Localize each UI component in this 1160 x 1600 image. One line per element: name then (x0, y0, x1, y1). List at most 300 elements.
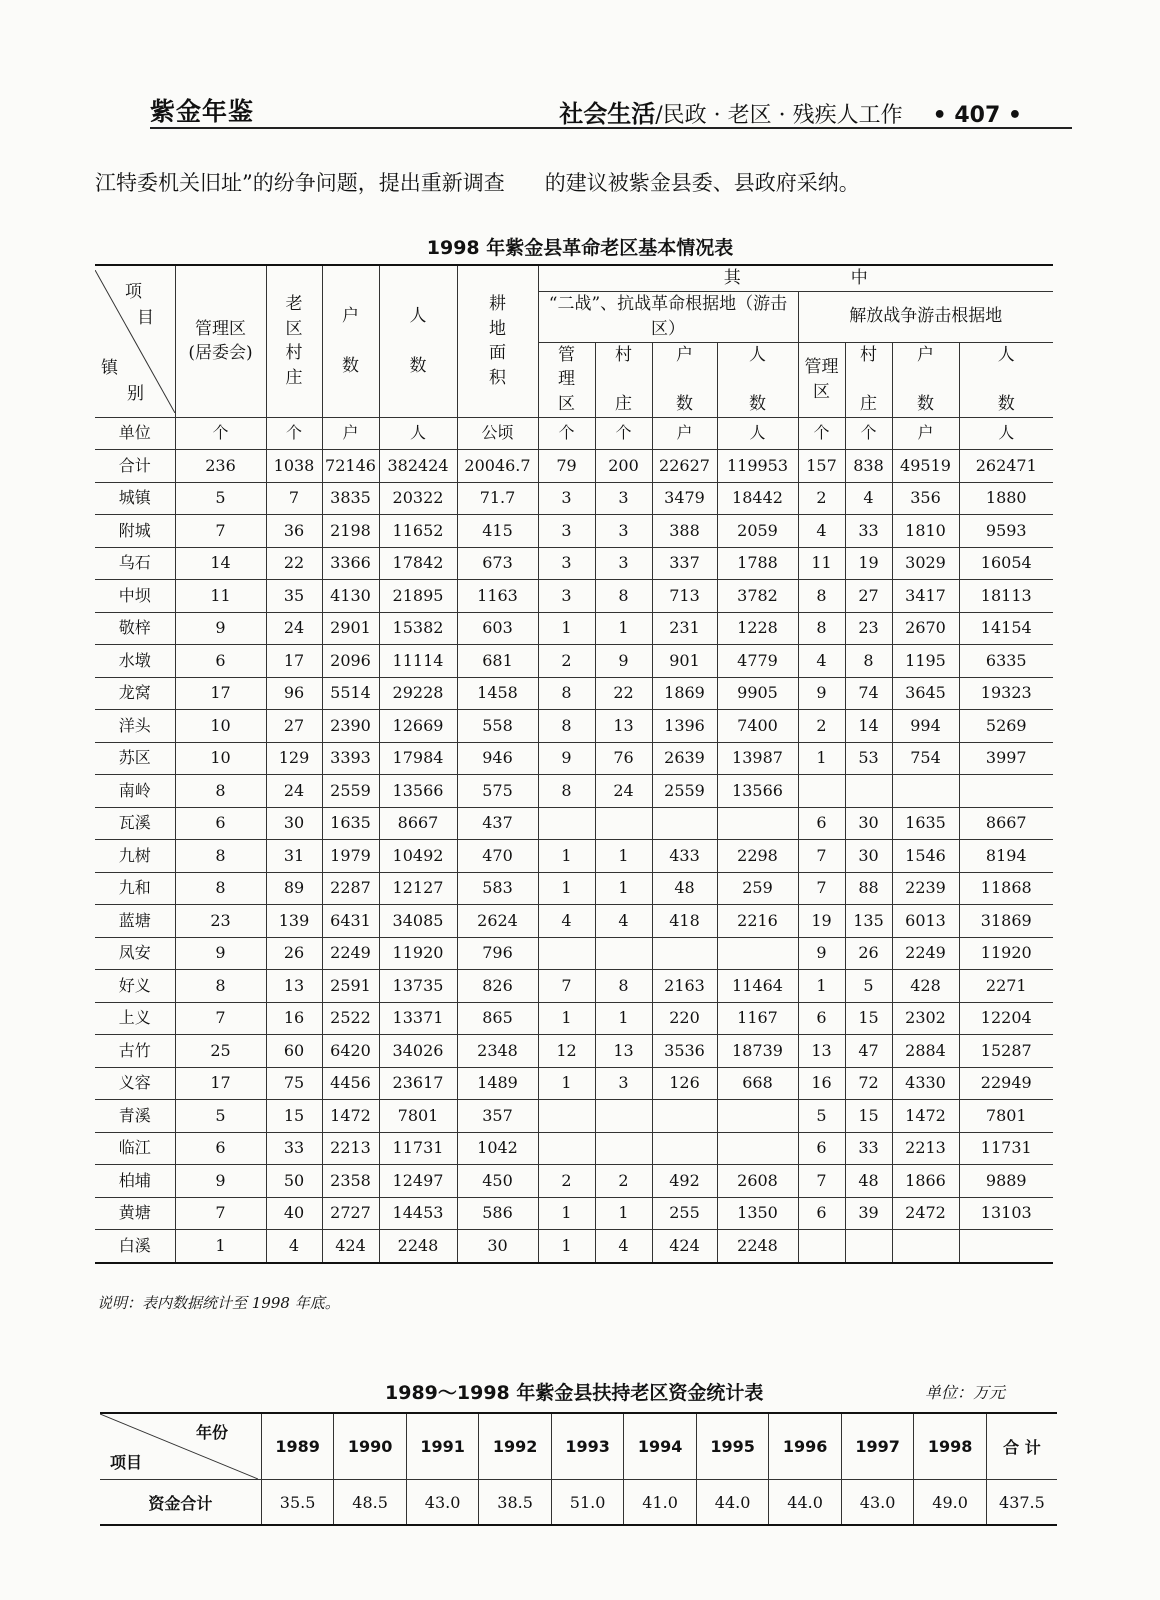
table-cell: 11731 (379, 1132, 457, 1165)
table-cell: 9 (798, 937, 845, 970)
table-cell: 47 (845, 1035, 892, 1068)
table-cell: 9 (798, 677, 845, 710)
table-cell: 75 (266, 1067, 322, 1100)
table-cell: 2248 (379, 1230, 457, 1263)
table-cell: 24 (595, 775, 652, 808)
town-name: 苏区 (95, 742, 175, 775)
table-cell: 8 (538, 710, 595, 743)
table-cell: 1788 (717, 547, 798, 580)
table-cell: 231 (652, 612, 717, 645)
table-cell: 200 (595, 450, 652, 483)
table-cell: 2901 (322, 612, 379, 645)
table-cell: 人 (959, 417, 1053, 450)
table-row (95, 645, 1053, 678)
table-cell: 1195 (892, 645, 959, 678)
table-cell: 583 (457, 872, 538, 905)
table-cell: 6335 (959, 645, 1053, 678)
table-cell: 19 (845, 547, 892, 580)
section-name: 社会生活 (559, 100, 656, 128)
table-cell: 2213 (892, 1132, 959, 1165)
table-cell: 22 (266, 547, 322, 580)
table-cell: 2390 (322, 710, 379, 743)
table-cell: 1396 (652, 710, 717, 743)
table-cell: 个 (175, 417, 266, 450)
table-cell: 3393 (322, 742, 379, 775)
table-cell: 3 (538, 547, 595, 580)
town-name: 附城 (95, 515, 175, 548)
table-cell (595, 1100, 652, 1133)
table-cell: 6420 (322, 1035, 379, 1068)
table-cell: 74 (845, 677, 892, 710)
town-name: 柏埔 (95, 1165, 175, 1198)
g2-col-mgmt: 管理区 (798, 342, 845, 417)
table-cell: 13 (595, 1035, 652, 1068)
table-cell: 3366 (322, 547, 379, 580)
page-number: • 407 • (932, 103, 1022, 128)
table-cell: 25 (175, 1035, 266, 1068)
table-cell: 2302 (892, 1002, 959, 1035)
table-cell: 2559 (322, 775, 379, 808)
table-cell: 2 (798, 482, 845, 515)
table-cell: 1 (538, 1230, 595, 1263)
table-row (95, 937, 1053, 970)
town-name: 中坝 (95, 580, 175, 613)
table-cell: 76 (595, 742, 652, 775)
table-row (95, 710, 1053, 743)
town-name: 敬梓 (95, 612, 175, 645)
table-cell: 13 (595, 710, 652, 743)
table-cell: 4 (798, 515, 845, 548)
town-name: 白溪 (95, 1230, 175, 1263)
table-cell: 8 (175, 775, 266, 808)
table-cell: 5 (845, 970, 892, 1003)
table-row (95, 1035, 1053, 1068)
table-cell: 72 (845, 1067, 892, 1100)
table-cell: 12 (538, 1035, 595, 1068)
table-cell: 13987 (717, 742, 798, 775)
table-cell: 4130 (322, 580, 379, 613)
town-name: 青溪 (95, 1100, 175, 1133)
table-cell: 72146 (322, 450, 379, 483)
table-cell: 人 (379, 417, 457, 450)
table-cell: 754 (892, 742, 959, 775)
table-cell: 2670 (892, 612, 959, 645)
table-cell: 126 (652, 1067, 717, 1100)
table-cell (538, 1100, 595, 1133)
table-cell: 11 (175, 580, 266, 613)
table-cell: 1 (798, 742, 845, 775)
year-header: 1990 (334, 1413, 407, 1480)
table-cell: 2213 (322, 1132, 379, 1165)
table-cell: 24 (266, 775, 322, 808)
table-cell: 337 (652, 547, 717, 580)
table-cell: 8194 (959, 840, 1053, 873)
table-row (95, 612, 1053, 645)
table-cell: 14 (845, 710, 892, 743)
table-cell: 901 (652, 645, 717, 678)
table-cell: 470 (457, 840, 538, 873)
table-cell: 10 (175, 710, 266, 743)
table-cell: 10492 (379, 840, 457, 873)
table-cell: 558 (457, 710, 538, 743)
table-cell: 10 (175, 742, 266, 775)
town-name: 洋头 (95, 710, 175, 743)
table-cell: 1 (595, 840, 652, 873)
table-cell: 户 (322, 417, 379, 450)
table-cell: 1 (595, 872, 652, 905)
table-cell: 1810 (892, 515, 959, 548)
table-cell: 户 (892, 417, 959, 450)
table-cell: 2059 (717, 515, 798, 548)
table-cell: 2591 (322, 970, 379, 1003)
year-header: 1998 (914, 1413, 987, 1480)
table-cell: 1472 (892, 1100, 959, 1133)
table-row (95, 905, 1053, 938)
table-cell: 2249 (892, 937, 959, 970)
table-row (95, 547, 1053, 580)
table-cell: 119953 (717, 450, 798, 483)
year-header: 1993 (551, 1413, 624, 1480)
funding-value: 38.5 (479, 1480, 552, 1526)
table-cell: 48 (652, 872, 717, 905)
table-cell: 15287 (959, 1035, 1053, 1068)
table-cell: 2358 (322, 1165, 379, 1198)
col-header-farmland: 耕 地 面 积 (457, 265, 538, 417)
table-cell: 22949 (959, 1067, 1053, 1100)
table-cell: 22627 (652, 450, 717, 483)
table-row (95, 970, 1053, 1003)
town-name: 城镇 (95, 482, 175, 515)
table-cell: 27 (845, 580, 892, 613)
table-row (95, 580, 1053, 613)
town-name: 九树 (95, 840, 175, 873)
table2-diagonal-header: 年份 项目 (100, 1413, 261, 1480)
table-cell: 4 (595, 1230, 652, 1263)
header-rule (150, 127, 1072, 129)
table-cell: 7 (798, 1165, 845, 1198)
table-cell: 18739 (717, 1035, 798, 1068)
table-cell: 12669 (379, 710, 457, 743)
table-cell: 人 (717, 417, 798, 450)
funding-value: 51.0 (551, 1480, 624, 1526)
table-cell: 17 (266, 645, 322, 678)
table-cell: 30 (457, 1230, 538, 1263)
table-cell: 14154 (959, 612, 1053, 645)
table-cell: 1350 (717, 1197, 798, 1230)
table-cell: 9905 (717, 677, 798, 710)
table-cell: 3 (595, 547, 652, 580)
town-name: 龙窝 (95, 677, 175, 710)
table-cell: 2 (538, 1165, 595, 1198)
table-cell: 681 (457, 645, 538, 678)
col-header-among: 其 中 (538, 265, 1053, 291)
table-cell: 236 (175, 450, 266, 483)
table-cell: 23 (175, 905, 266, 938)
table-cell: 2248 (717, 1230, 798, 1263)
table-cell: 2472 (892, 1197, 959, 1230)
table-cell: 个 (595, 417, 652, 450)
revolutionary-area-table (95, 264, 1053, 1264)
table-cell: 388 (652, 515, 717, 548)
table-cell: 35 (266, 580, 322, 613)
table-cell: 6 (798, 1197, 845, 1230)
g2-col-population: 人 数 (959, 342, 1053, 417)
table-cell: 20046.7 (457, 450, 538, 483)
table-cell: 139 (266, 905, 322, 938)
table-cell: 2239 (892, 872, 959, 905)
table-cell: 个 (538, 417, 595, 450)
table-cell: 8 (175, 970, 266, 1003)
table-cell: 15 (845, 1100, 892, 1133)
table-cell: 8 (595, 970, 652, 1003)
table-cell: 8 (595, 580, 652, 613)
table-cell: 1635 (322, 807, 379, 840)
table-cell: 1979 (322, 840, 379, 873)
table-cell: 9 (175, 937, 266, 970)
table-cell: 9593 (959, 515, 1053, 548)
table-cell: 23617 (379, 1067, 457, 1100)
table-cell: 21895 (379, 580, 457, 613)
table-cell: 13 (266, 970, 322, 1003)
table-cell: 49519 (892, 450, 959, 483)
table-cell: 9 (175, 1165, 266, 1198)
body-paragraph (95, 167, 860, 197)
g1-col-mgmt: 管 理 区 (538, 342, 595, 417)
table-cell: 19323 (959, 677, 1053, 710)
table-cell: 1 (538, 1067, 595, 1100)
table-cell: 946 (457, 742, 538, 775)
table-cell: 668 (717, 1067, 798, 1100)
table-cell: 个 (266, 417, 322, 450)
table-cell: 418 (652, 905, 717, 938)
yearbook-title: 紫金年鉴 (150, 97, 255, 126)
table-cell: 2271 (959, 970, 1053, 1003)
table-cell: 14 (175, 547, 266, 580)
table-cell: 19 (798, 905, 845, 938)
table-cell: 12204 (959, 1002, 1053, 1035)
funding-value: 43.0 (841, 1480, 914, 1526)
table-cell: 13566 (379, 775, 457, 808)
table-cell: 1 (538, 1197, 595, 1230)
table-cell: 7801 (959, 1100, 1053, 1133)
table-cell: 2249 (322, 937, 379, 970)
table-cell: 575 (457, 775, 538, 808)
table-cell: 4 (266, 1230, 322, 1263)
table-cell: 17842 (379, 547, 457, 580)
table-cell: 20322 (379, 482, 457, 515)
table-cell: 4 (595, 905, 652, 938)
col-header-population: 人 数 (379, 265, 457, 417)
table-cell (892, 775, 959, 808)
table-cell: 994 (892, 710, 959, 743)
table-cell: 796 (457, 937, 538, 970)
table-cell: 18113 (959, 580, 1053, 613)
funding-value: 49.0 (914, 1480, 987, 1526)
g1-col-households: 户 数 (652, 342, 717, 417)
table-cell: 4 (845, 482, 892, 515)
table-row (95, 482, 1053, 515)
col-header-mgmt: 管理区 (居委会) (175, 265, 266, 417)
table-cell: 50 (266, 1165, 322, 1198)
table-cell: 8667 (379, 807, 457, 840)
table-cell: 17984 (379, 742, 457, 775)
table-cell: 14453 (379, 1197, 457, 1230)
table-cell: 7 (798, 872, 845, 905)
table-cell: 2522 (322, 1002, 379, 1035)
table-cell: 1880 (959, 482, 1053, 515)
table-row (95, 1067, 1053, 1100)
funding-value: 48.5 (334, 1480, 407, 1526)
table-cell: 60 (266, 1035, 322, 1068)
table-cell: 27 (266, 710, 322, 743)
table-cell: 3997 (959, 742, 1053, 775)
table-cell: 7400 (717, 710, 798, 743)
table-row (95, 872, 1053, 905)
funding-table (100, 1412, 1057, 1526)
table-cell: 15382 (379, 612, 457, 645)
table-cell: 9 (595, 645, 652, 678)
table-cell (652, 1100, 717, 1133)
table-cell: 129 (266, 742, 322, 775)
table-cell (717, 1100, 798, 1133)
table-cell: 29228 (379, 677, 457, 710)
table-cell: 5 (798, 1100, 845, 1133)
table-cell: 13371 (379, 1002, 457, 1035)
table-cell: 7 (175, 1197, 266, 1230)
table-row (95, 1165, 1053, 1198)
table-cell (717, 1132, 798, 1165)
table-cell: 6 (798, 1002, 845, 1035)
paragraph-part2: 的建议被紫金县委、县政府采纳。 (544, 171, 860, 195)
table-cell: 3417 (892, 580, 959, 613)
town-name: 黄塘 (95, 1197, 175, 1230)
table-cell: 259 (717, 872, 798, 905)
table-cell: 1458 (457, 677, 538, 710)
town-name: 瓦溪 (95, 807, 175, 840)
table-cell: 157 (798, 450, 845, 483)
town-name: 上义 (95, 1002, 175, 1035)
table-cell: 2348 (457, 1035, 538, 1068)
table-cell: 11 (798, 547, 845, 580)
table-cell: 4779 (717, 645, 798, 678)
table-cell: 3 (538, 515, 595, 548)
year-header: 1997 (841, 1413, 914, 1480)
table-cell: 13 (798, 1035, 845, 1068)
table-cell (959, 775, 1053, 808)
table-cell: 88 (845, 872, 892, 905)
year-header: 1996 (769, 1413, 842, 1480)
table-cell: 17 (175, 677, 266, 710)
table-cell: 8 (538, 677, 595, 710)
table-row (95, 677, 1053, 710)
group-header-ww2: “二战”、抗战革命根据地（游击区） (538, 291, 798, 342)
table-row (95, 742, 1053, 775)
table-cell: 2559 (652, 775, 717, 808)
table-cell: 2608 (717, 1165, 798, 1198)
table-cell: 1635 (892, 807, 959, 840)
table-cell: 39 (845, 1197, 892, 1230)
table-cell: 1 (538, 872, 595, 905)
table-cell: 450 (457, 1165, 538, 1198)
year-header: 1995 (696, 1413, 769, 1480)
town-name: 合计 (95, 450, 175, 483)
table-cell: 个 (845, 417, 892, 450)
table-cell: 838 (845, 450, 892, 483)
table-cell: 8 (798, 580, 845, 613)
table-cell: 2884 (892, 1035, 959, 1068)
table-cell: 1489 (457, 1067, 538, 1100)
table-cell: 424 (322, 1230, 379, 1263)
table-cell: 3479 (652, 482, 717, 515)
table-cell: 96 (266, 677, 322, 710)
town-name: 古竹 (95, 1035, 175, 1068)
table2-unit: 单位：万元 (925, 1383, 1006, 1402)
table-cell: 11868 (959, 872, 1053, 905)
table-cell: 3 (538, 482, 595, 515)
table-row (95, 1002, 1053, 1035)
table-cell: 18442 (717, 482, 798, 515)
funding-value: 41.0 (624, 1480, 697, 1526)
table-cell: 8667 (959, 807, 1053, 840)
funding-value: 44.0 (769, 1480, 842, 1526)
table-cell: 220 (652, 1002, 717, 1035)
table-cell: 2639 (652, 742, 717, 775)
subsection-name: /民政 · 老区 · 残疾人工作 (655, 103, 903, 128)
table-cell: 23 (845, 612, 892, 645)
table-cell: 6 (175, 807, 266, 840)
table-cell: 8 (798, 612, 845, 645)
table-cell: 户 (652, 417, 717, 450)
table-cell: 33 (845, 1132, 892, 1165)
table-cell: 48 (845, 1165, 892, 1198)
table-row (95, 1132, 1053, 1165)
table-cell: 24 (266, 612, 322, 645)
table-cell: 15 (266, 1100, 322, 1133)
table-cell: 7 (175, 1002, 266, 1035)
table-cell: 5514 (322, 677, 379, 710)
town-name: 临江 (95, 1132, 175, 1165)
units-row (95, 417, 1053, 450)
table-cell: 26 (266, 937, 322, 970)
year-header: 1991 (406, 1413, 479, 1480)
table-cell (595, 807, 652, 840)
table-cell: 2198 (322, 515, 379, 548)
table-cell: 2727 (322, 1197, 379, 1230)
table-cell: 1167 (717, 1002, 798, 1035)
table-row (95, 807, 1053, 840)
funding-value: 437.5 (986, 1480, 1057, 1526)
table-cell: 3 (595, 482, 652, 515)
table-cell: 30 (845, 840, 892, 873)
table-cell: 16 (798, 1067, 845, 1100)
table-cell: 11731 (959, 1132, 1053, 1165)
funding-value: 35.5 (261, 1480, 334, 1526)
table-row (95, 840, 1053, 873)
table-cell: 2287 (322, 872, 379, 905)
table-row (95, 1230, 1053, 1263)
table-cell (652, 937, 717, 970)
table-cell: 2624 (457, 905, 538, 938)
table-cell (595, 937, 652, 970)
table-cell: 3 (595, 1067, 652, 1100)
table-cell: 713 (652, 580, 717, 613)
town-name: 水墩 (95, 645, 175, 678)
table-cell: 382424 (379, 450, 457, 483)
table-row (95, 515, 1053, 548)
table-cell: 2298 (717, 840, 798, 873)
table-cell: 1 (595, 612, 652, 645)
table-cell: 26 (845, 937, 892, 970)
